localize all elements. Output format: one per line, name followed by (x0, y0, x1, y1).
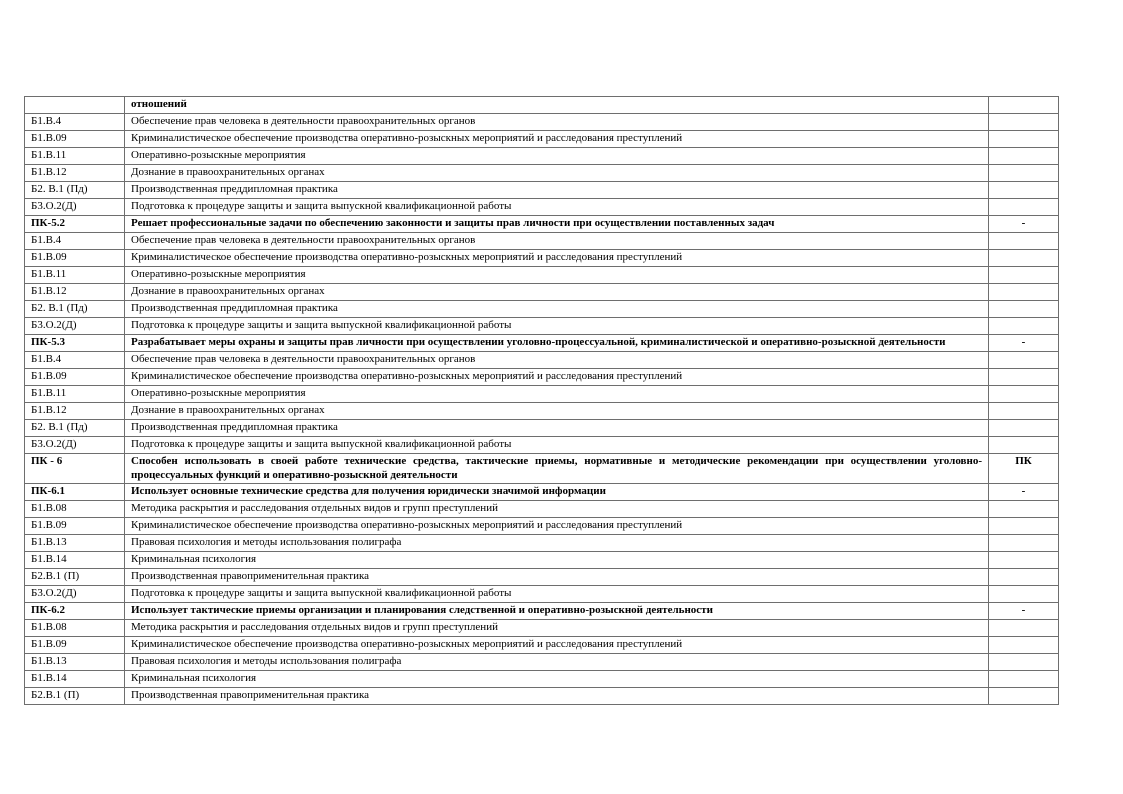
row-name: Методика раскрытия и расследования отдельных видов и групп преступлений (125, 620, 989, 637)
discipline-row (25, 420, 1059, 437)
discipline-row (25, 501, 1059, 518)
discipline-row (25, 437, 1059, 454)
discipline-row (25, 165, 1059, 182)
row-name: Производственная правоприменительная практика (125, 688, 989, 705)
row-name: Подготовка к процедуре защиты и защита выпускной квалификационной работы (125, 586, 989, 603)
row-mark (989, 250, 1059, 267)
discipline-row (25, 620, 1059, 637)
row-mark (989, 637, 1059, 654)
row-code: Б2.В.1 (П) (25, 688, 125, 705)
row-name: Обеспечение прав человека в деятельности правоохранительных органов (125, 352, 989, 369)
row-name: Использует тактические приемы организации и планирования следственной и оперативно-розыскной деятельности (125, 603, 989, 620)
row-code: Б3.О.2(Д) (25, 437, 125, 454)
row-name: Подготовка к процедуре защиты и защита выпускной квалификационной работы (125, 199, 989, 216)
row-mark (989, 437, 1059, 454)
row-code (25, 97, 125, 114)
row-mark (989, 148, 1059, 165)
row-code: Б1.В.12 (25, 403, 125, 420)
row-name: Правовая психология и методы использования полиграфа (125, 535, 989, 552)
competency-row (25, 97, 1059, 114)
discipline-row (25, 535, 1059, 552)
row-mark (989, 518, 1059, 535)
row-name: Решает профессиональные задачи по обеспечению законности и защиты прав личности при осуществлении поставленных задач (125, 216, 989, 233)
row-name: Обеспечение прав человека в деятельности правоохранительных органов (125, 114, 989, 131)
discipline-row (25, 688, 1059, 705)
competency-table-body (25, 97, 1059, 705)
discipline-row (25, 233, 1059, 250)
row-code: Б1.В.4 (25, 114, 125, 131)
row-mark (989, 301, 1059, 318)
row-code: Б1.В.11 (25, 386, 125, 403)
row-mark (989, 654, 1059, 671)
row-code: Б1.В.11 (25, 148, 125, 165)
competency-row (25, 603, 1059, 620)
row-name: Подготовка к процедуре защиты и защита выпускной квалификационной работы (125, 437, 989, 454)
row-code: Б1.В.12 (25, 165, 125, 182)
row-mark (989, 688, 1059, 705)
competency-row (25, 454, 1059, 484)
row-code: Б3.О.2(Д) (25, 199, 125, 216)
row-code: Б1.В.13 (25, 535, 125, 552)
row-name: Оперативно-розыскные мероприятия (125, 386, 989, 403)
row-name: Производственная преддипломная практика (125, 182, 989, 199)
row-name: Криминалистическое обеспечение производства оперативно-розыскных мероприятий и расследования преступлений (125, 250, 989, 267)
row-code: Б1.В.4 (25, 233, 125, 250)
row-mark (989, 501, 1059, 518)
row-code: Б1.В.09 (25, 518, 125, 535)
row-mark (989, 233, 1059, 250)
discipline-row (25, 654, 1059, 671)
row-code: Б3.О.2(Д) (25, 586, 125, 603)
row-mark (989, 199, 1059, 216)
competency-row (25, 335, 1059, 352)
row-mark (989, 535, 1059, 552)
row-mark: - (989, 335, 1059, 352)
row-name: Дознание в правоохранительных органах (125, 403, 989, 420)
row-mark (989, 165, 1059, 182)
row-name: Разрабатывает меры охраны и защиты прав личности при осуществлении уголовно-процессуальной, криминалистической и оперативно-розыскной деятельности (125, 335, 989, 352)
row-code: Б2. В.1 (Пд) (25, 420, 125, 437)
row-name: Криминалистическое обеспечение производства оперативно-розыскных мероприятий и расследования преступлений (125, 518, 989, 535)
row-mark (989, 403, 1059, 420)
row-name: Криминалистическое обеспечение производства оперативно-розыскных мероприятий и расследования преступлений (125, 637, 989, 654)
row-code: ПК - 6 (25, 454, 125, 484)
row-mark: - (989, 484, 1059, 501)
row-code: Б2.В.1 (П) (25, 569, 125, 586)
row-name: Криминалистическое обеспечение производства оперативно-розыскных мероприятий и расследования преступлений (125, 369, 989, 386)
row-name: Криминальная психология (125, 552, 989, 569)
row-code: Б1.В.11 (25, 267, 125, 284)
row-mark (989, 369, 1059, 386)
row-mark (989, 131, 1059, 148)
row-code: Б1.В.09 (25, 637, 125, 654)
discipline-row (25, 403, 1059, 420)
discipline-row (25, 148, 1059, 165)
discipline-row (25, 301, 1059, 318)
row-code: Б1.В.08 (25, 501, 125, 518)
row-mark (989, 114, 1059, 131)
discipline-row (25, 518, 1059, 535)
row-mark (989, 182, 1059, 199)
row-name: Дознание в правоохранительных органах (125, 165, 989, 182)
discipline-row (25, 637, 1059, 654)
row-code: ПК-6.2 (25, 603, 125, 620)
row-mark: - (989, 603, 1059, 620)
row-code: Б3.О.2(Д) (25, 318, 125, 335)
row-code: Б1.В.14 (25, 552, 125, 569)
discipline-row (25, 318, 1059, 335)
row-name: Методика раскрытия и расследования отдельных видов и групп преступлений (125, 501, 989, 518)
row-mark (989, 97, 1059, 114)
discipline-row (25, 250, 1059, 267)
row-mark (989, 318, 1059, 335)
row-mark (989, 620, 1059, 637)
row-name: Оперативно-розыскные мероприятия (125, 267, 989, 284)
row-code: Б1.В.09 (25, 369, 125, 386)
row-code: Б1.В.13 (25, 654, 125, 671)
row-name: Производственная преддипломная практика (125, 301, 989, 318)
row-name: Использует основные технические средства для получения юридически значимой информации (125, 484, 989, 501)
row-name: Оперативно-розыскные мероприятия (125, 148, 989, 165)
competency-table (24, 96, 1059, 705)
competency-row (25, 484, 1059, 501)
row-name: Производственная преддипломная практика (125, 420, 989, 437)
discipline-row (25, 182, 1059, 199)
row-mark: - (989, 216, 1059, 233)
row-code: Б1.В.14 (25, 671, 125, 688)
competency-row (25, 216, 1059, 233)
row-mark (989, 569, 1059, 586)
discipline-row (25, 131, 1059, 148)
row-code: Б1.В.09 (25, 250, 125, 267)
row-name: Криминальная психология (125, 671, 989, 688)
row-name: Криминалистическое обеспечение производства оперативно-розыскных мероприятий и расследования преступлений (125, 131, 989, 148)
row-code: Б2. В.1 (Пд) (25, 301, 125, 318)
row-mark (989, 586, 1059, 603)
row-code: ПК-5.3 (25, 335, 125, 352)
discipline-row (25, 552, 1059, 569)
row-code: Б1.В.12 (25, 284, 125, 301)
discipline-row (25, 114, 1059, 131)
row-code: Б1.В.4 (25, 352, 125, 369)
row-mark (989, 284, 1059, 301)
row-code: ПК-5.2 (25, 216, 125, 233)
row-mark (989, 267, 1059, 284)
discipline-row (25, 586, 1059, 603)
row-code: Б1.В.08 (25, 620, 125, 637)
discipline-row (25, 352, 1059, 369)
row-mark (989, 552, 1059, 569)
row-code: Б1.В.09 (25, 131, 125, 148)
discipline-row (25, 386, 1059, 403)
row-mark: ПК (989, 454, 1059, 484)
row-mark (989, 352, 1059, 369)
row-name: Правовая психология и методы использования полиграфа (125, 654, 989, 671)
row-name: Обеспечение прав человека в деятельности правоохранительных органов (125, 233, 989, 250)
row-code: Б2. В.1 (Пд) (25, 182, 125, 199)
discipline-row (25, 671, 1059, 688)
discipline-row (25, 267, 1059, 284)
document-page (24, 96, 1058, 705)
row-name: Дознание в правоохранительных органах (125, 284, 989, 301)
discipline-row (25, 369, 1059, 386)
row-name: Способен использовать в своей работе технические средства, тактические приемы, нормативные и методические рекомендации при осуществлении уголовно-процессуальных функций и оперативно-розыскной деятельности (125, 454, 989, 484)
row-name: Производственная правоприменительная практика (125, 569, 989, 586)
row-name: Подготовка к процедуре защиты и защита выпускной квалификационной работы (125, 318, 989, 335)
discipline-row (25, 284, 1059, 301)
discipline-row (25, 199, 1059, 216)
row-name: отношений (125, 97, 989, 114)
row-mark (989, 420, 1059, 437)
row-mark (989, 671, 1059, 688)
discipline-row (25, 569, 1059, 586)
row-mark (989, 386, 1059, 403)
row-code: ПК-6.1 (25, 484, 125, 501)
